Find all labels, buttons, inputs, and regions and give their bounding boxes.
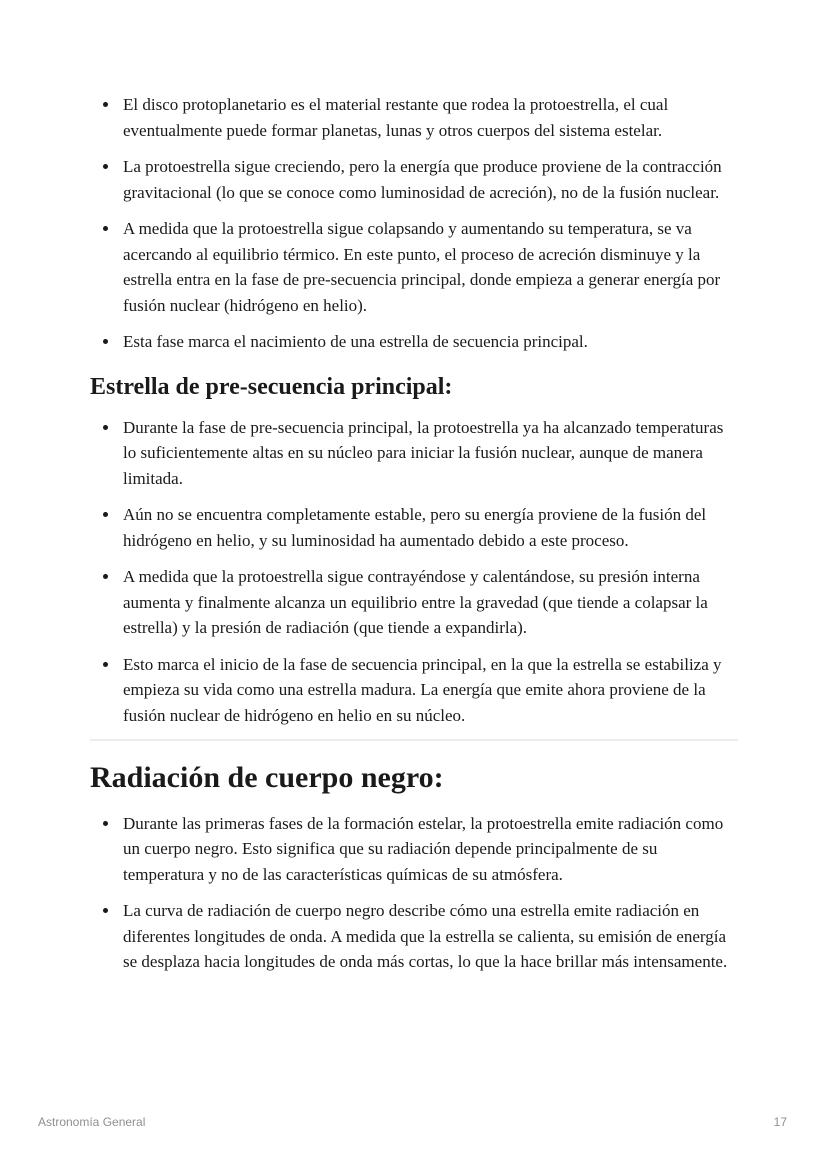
list-item: • A medida que la protoestrella sigue contrayéndose y calentándose, su presión interna aumenta y finalmente alcanza un equilibrio entre la gravedad (que tiende a colapsar la estrella) y la presión de radiación (que tiende a expandirla). bbox=[120, 564, 738, 641]
bullet-list-blackbody bbox=[90, 811, 738, 975]
list-item: • El disco protoplanetario es el material restante que rodea la protoestrella, el cual eventualmente puede formar planetas, lunas y otros cuerpos del sistema estelar. bbox=[120, 92, 738, 143]
footer-page-number: 17 bbox=[773, 1115, 787, 1129]
list-item: • Aún no se encuentra completamente estable, pero su energía proviene de la fusión del hidrógeno en helio, y su luminosidad ha aumentado debido a este proceso. bbox=[120, 502, 738, 553]
list-item: • Esta fase marca el nacimiento de una estrella de secuencia principal. bbox=[120, 329, 738, 355]
bullet-list-pre-sequence bbox=[90, 415, 738, 729]
page-footer bbox=[38, 1115, 787, 1129]
list-item: • La curva de radiación de cuerpo negro describe cómo una estrella emite radiación en diferentes longitudes de onda. A medida que la estrella se calienta, su emisión de energía se desplaza hacia longitudes de onda más cortas, lo que la hace brillar más intensamente. bbox=[120, 898, 738, 975]
list-item: • Esto marca el inicio de la fase de secuencia principal, en la que la estrella se estabiliza y empieza su vida como una estrella madura. La energía que emite ahora proviene de la fusión nuclear de hidrógeno en helio en su núcleo. bbox=[120, 652, 738, 729]
footer-doc-title: Astronomía General bbox=[38, 1115, 146, 1129]
bullet-list-protostar bbox=[90, 92, 738, 355]
list-item: • La protoestrella sigue creciendo, pero la energía que produce proviene de la contracción gravitacional (lo que se conoce como luminosidad de acreción), no de la fusión nuclear. bbox=[120, 154, 738, 205]
list-item: • A medida que la protoestrella sigue colapsando y aumentando su temperatura, se va acercando al equilibrio térmico. En este punto, el proceso de acreción disminuye y la estrella entra en la fase de pre-secuencia principal, donde empieza a generar energía por fusión nuclear (hidrógeno en helio). bbox=[120, 216, 738, 318]
section-divider bbox=[90, 739, 738, 741]
heading-blackbody-radiation: Radiación de cuerpo negro: bbox=[90, 761, 444, 794]
page-content bbox=[90, 0, 738, 975]
list-item: • Durante las primeras fases de la formación estelar, la protoestrella emite radiación como un cuerpo negro. Esto significa que su radiación depende principalmente de su temperatura y no de las características químicas de su atmósfera. bbox=[120, 811, 738, 888]
heading-pre-sequence-star: Estrella de pre-secuencia principal: bbox=[90, 373, 453, 400]
list-item: • Durante la fase de pre-secuencia principal, la protoestrella ya ha alcanzado temperaturas lo suficientemente altas en su núcleo para iniciar la fusión nuclear, aunque de manera limitada. bbox=[120, 415, 738, 492]
